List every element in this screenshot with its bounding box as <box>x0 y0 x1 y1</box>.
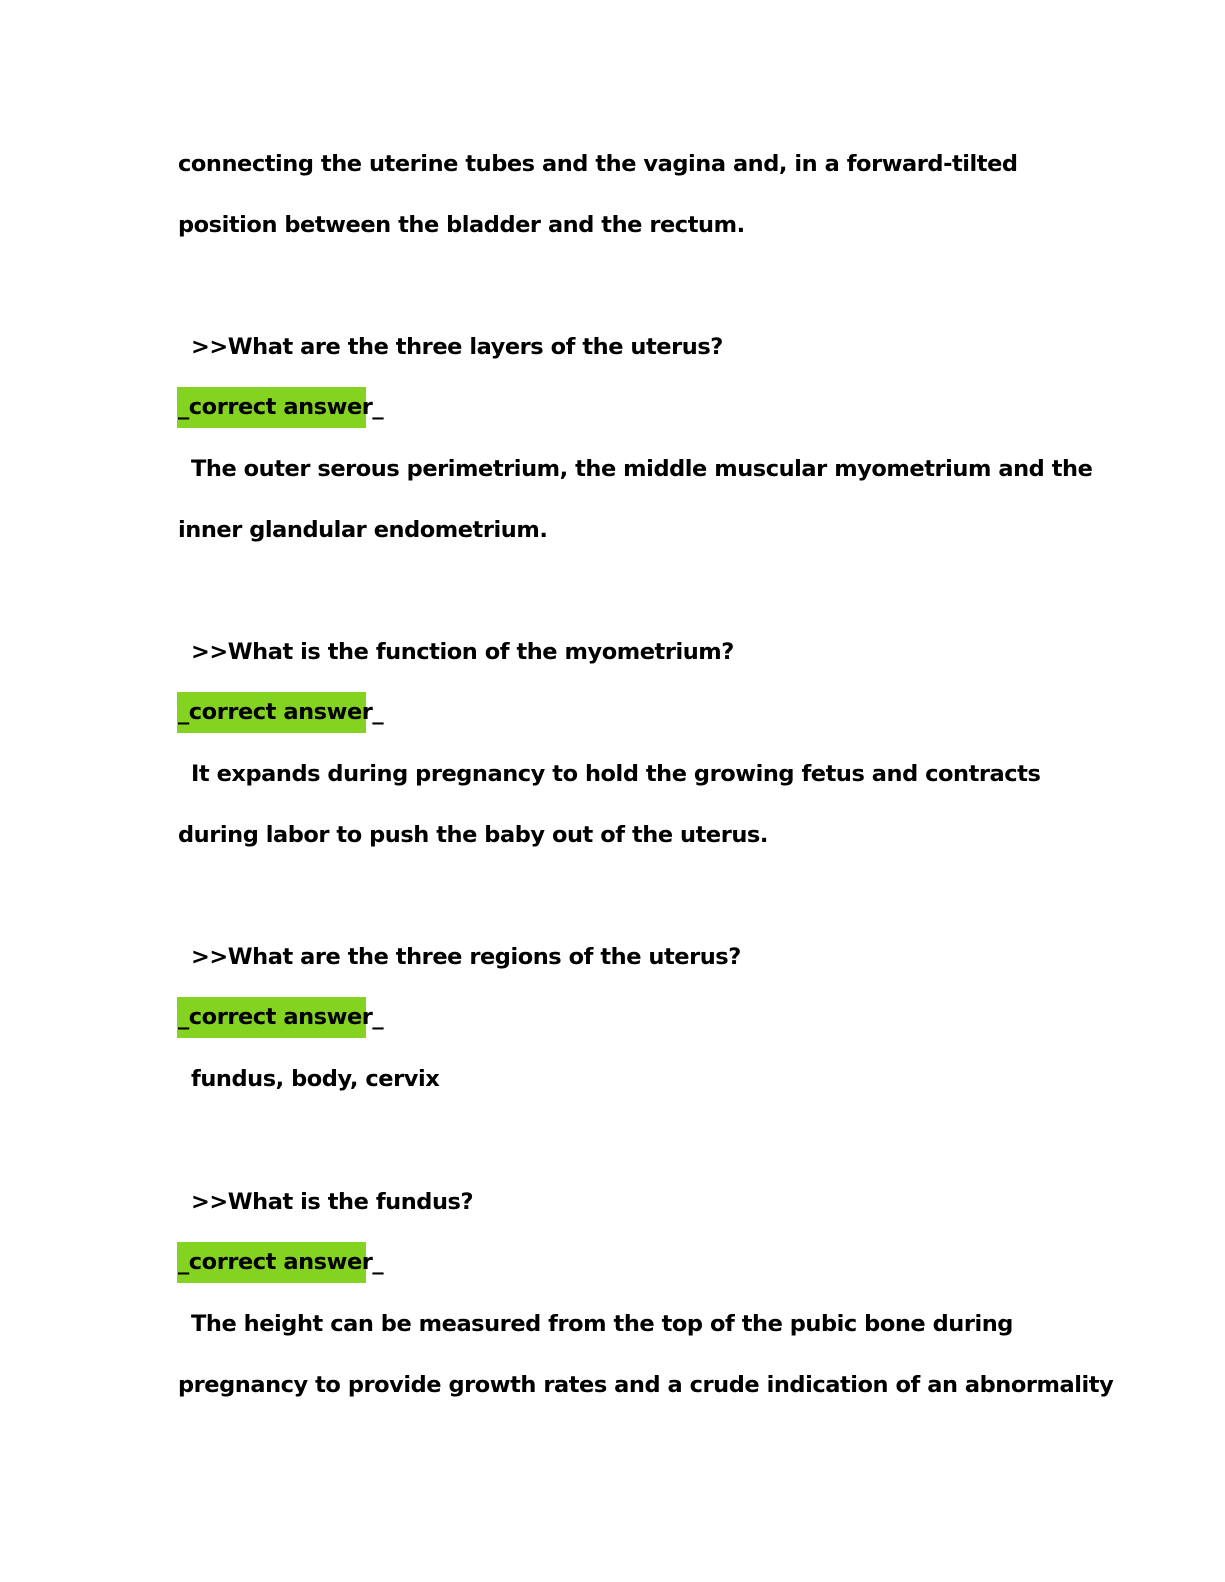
answer-text-line: The height can be measured from the top of the pubic bone during <box>191 1311 1013 1337</box>
question-text: >>What is the fundus? <box>191 1189 474 1215</box>
correct-answer-badge: _correct answer_ <box>177 692 366 733</box>
answer-text-line: during labor to push the baby out of the uterus. <box>178 822 768 848</box>
correct-answer-badge: _correct answer_ <box>177 997 366 1038</box>
intro-text-line: position between the bladder and the rectum. <box>178 212 745 238</box>
answer-text-line: The outer serous perimetrium, the middle muscular myometrium and the <box>191 456 1093 482</box>
question-text: >>What is the function of the myometrium? <box>191 639 734 665</box>
question-text: >>What are the three regions of the uterus? <box>191 944 741 970</box>
answer-text-line: It expands during pregnancy to hold the growing fetus and contracts <box>191 761 1041 787</box>
question-text: >>What are the three layers of the uterus? <box>191 334 723 360</box>
correct-answer-badge: _correct answer_ <box>177 1242 366 1283</box>
correct-answer-badge: _correct answer_ <box>177 387 366 428</box>
intro-text-line: connecting the uterine tubes and the vagina and, in a forward-tilted <box>178 151 1018 177</box>
answer-text-line: inner glandular endometrium. <box>178 517 548 543</box>
answer-text-line: fundus, body, cervix <box>191 1066 440 1092</box>
answer-text-line: pregnancy to provide growth rates and a crude indication of an abnormality <box>178 1372 1114 1398</box>
